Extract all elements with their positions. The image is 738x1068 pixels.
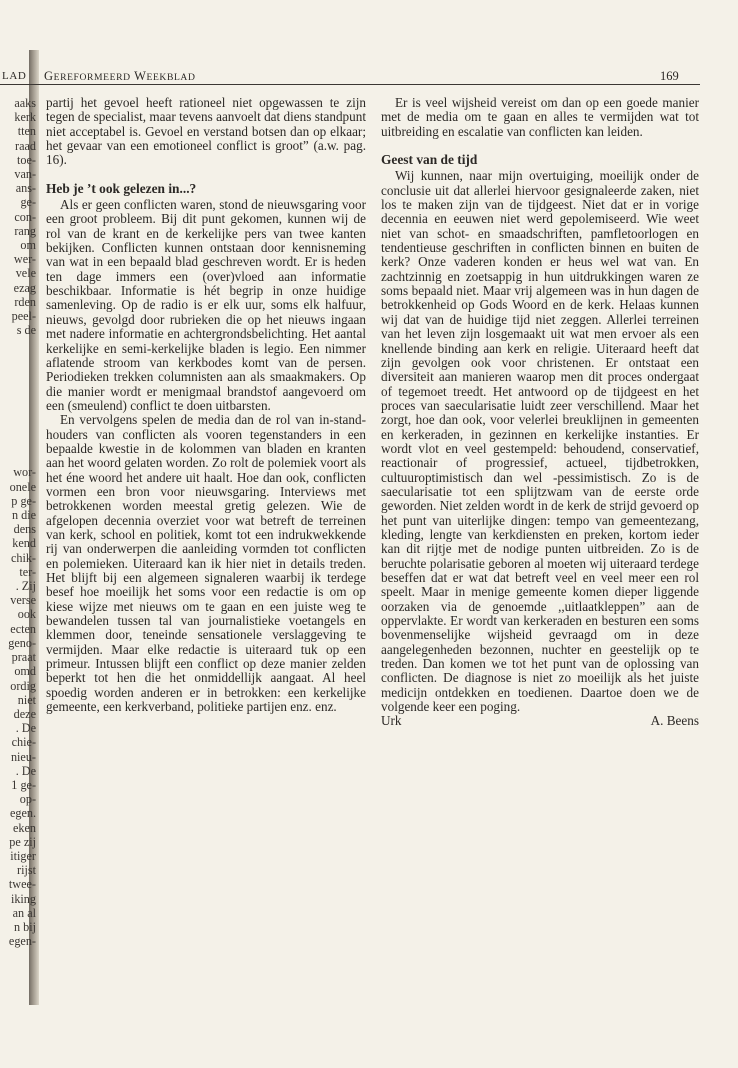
adjacent-page-line: geno- [8,635,36,650]
left-column [46,96,366,714]
adjacent-page-line: n die [11,508,36,523]
adjacent-page-line: 1 ge- [11,777,36,792]
adjacent-page-line: egen- [8,934,36,949]
adjacent-page-line: peel- [11,309,36,324]
adjacent-page-lines-top [0,96,36,337]
right-paragraph-1: Wij kunnen, naar mijn overtuiging, moeilijk onder de conclusie uit dat allerlei hiervoor gesignaleerde zaken, niet los te maken zijn van de tijdgeest. Niet dat er in vorige decennia en eeuwen niet werd gepolemiseerd. Wie weet niet van schot- en smaadschriften, pamfletoorlogen en tendentieuse geschriften in conflicten binnen en buiten de kerk? Onze vaderen konden er heus wel wat van. En zachtzinnig en zoetsappig in hun uitdrukkingen waren ze soms bepaald niet. Maar vrij algemeen was in hun dagen de betrokkenheid op Gods Woord en de kerk. Helaas kunnen wij dat van de huidige tijd niet zeggen. Allerlei terreinen van het leven zijn losgemaakt uit wat men ervoer als een knellende binding aan kerk en religie. Uiteraard heeft dat zijn gevolgen ook voor christenen. Er ontstaat een diversiteit aan manieren waarop men dit proces ondergaat of tegemoet treedt. Het antwoord op de tijdgeest en het proces van saecularisatie luidt zeer verschillend. Maar het zorgt, hoe dan ook, voor velerlei breuklijnen in gemeenten en kerkeraden, in gezinnen en kerkelijke instanties. Er wordt vlot en veel gestempeld: behoudend, conservatief, reactionair of progressief, actueel, tijdbetrokken, cultuuroptimistisch dan wel -pessimistisch. Zo is de saecularisatie tot een splijtzwam van de eerste orde geworden. Niet zelden wordt in de kerk de strijd gevoerd op het punt van uiterlijke dingen: tempo van gemeentezang, kleding, lengte van kerkdiensten en preken, kortom ieder kan dit rijtje met de nodige punten uitbreiden. Zo is de beruchte polarisatie geboren al moeten wij uiteraard terdege beseffen dat er wat dat betreft veel en veel meer een rol speelt. Maar in menige gemeente komen dieper liggende oorzaken via de genoemde ,,uitlaatkleppen” aan de oppervlakte. Er wordt van kerkeraden en besturen een soms bovenmenselijke wijsheid gevraagd om in deze aangelegenheden bezonnen, nuchter en geestelijk op te treden. Dan komen we tot het punt van de oplossing van conflicten. De diagnose is niet zo moeilijk als het juiste medicijn ontdekken en toedienen. Daartoe doen we de volgende keer een poging. [381,168,699,715]
adjacent-header-fragment: LAD [2,70,27,82]
adjacent-page-line: ge- [20,195,36,210]
adjacent-page-line: s de [16,323,36,338]
adjacent-page-line: n bij [13,919,36,934]
adjacent-page-line: . De [15,763,36,778]
adjacent-page-line: ezag [13,280,36,295]
adjacent-page-line: omd [14,664,36,679]
adjacent-page-line: aaks [14,96,36,110]
adjacent-page-fragment [0,96,36,948]
adjacent-page-line: ook [17,607,36,622]
adjacent-page-line: rijst [17,863,36,878]
adjacent-page-line: kerk [14,110,36,125]
adjacent-page-line: van- [14,167,36,182]
adjacent-page-line: op- [19,792,36,807]
adjacent-page-line: an al [12,905,36,920]
adjacent-page-line: praat [11,650,36,665]
adjacent-page-lines-bottom [0,465,36,948]
adjacent-page-line: om [20,238,36,253]
adjacent-page-line: rang [14,223,36,238]
adjacent-page-line: tten [17,124,36,139]
adjacent-page-line: chik- [10,550,36,565]
adjacent-page-line: . De [15,721,36,736]
adjacent-page-line: ordig [10,678,36,693]
left-paragraph-2: En vervolgens spelen de media dan de rol van in-stand-houders van conflicten als vooren tegenstanders in een bepaalde kwestie in de kolommen van bladen en kranten aan het woord gelaten worden. Zo rolt de polemiek voort als het éne woord het andere uit haalt. Hoe dan ook, conflicten vormen een bron voor nieuwsgaring. Interviews met betrokkenen worden meestal gretig gelezen. Wie de afgelopen decennia overziet voor wat betreft de terreinen van kerk, school en politiek, komt tot een indrukwekkende rij van onderwerpen die aanleiding vormden tot conflicten en polemieken. Uiteraard kan ik hier niet in details treden. Het blijft bij een algemeen signaleren waarbij ik terdege besef hoe moeilijk het soms voor een redactie is om op kiese wijze met nieuws om te gaan en een juiste weg te bewandelen tussen tal van journalistieke voetangels en klemmen door, teneinde sensationele verslaggeving te vermijden. Maar elke redactie is uiteraard tuk op een primeur. Intussen blijft een conflict op deze manier zelden beperkt tot hen die het onmiddellijk aangaat. Al heel spoedig worden anderen er in betrokken: een kerkelijke gemeente, een kerkverband, politieke partijen enz. enz. [46,412,366,715]
adjacent-page-line: nieu- [10,749,36,764]
adjacent-page-line: ans- [15,181,36,196]
adjacent-page-line: deze [13,706,36,721]
adjacent-page-line: rden [14,294,36,309]
adjacent-page-line: itiger [10,848,36,863]
adjacent-page-line: con- [14,209,36,224]
adjacent-page-line: toe- [17,152,36,167]
left-intro-paragraph: partij het gevoel heeft rationeel niet opgewassen te zijn tegen de specialist, maar tevens aanvoelt dat diens standpunt niet acceptabel is. Gevoel en verstand botsen dan op elkaar; het gevaar van een emotioneel conflict is groot” (a.w. pag. 16). [46,95,366,168]
signature-author: A. Beens [650,713,699,729]
adjacent-page-line: egen. [9,806,36,821]
adjacent-page-line: chie- [11,735,36,750]
adjacent-page-line: pe zij [9,834,36,849]
signature-line [381,714,699,728]
adjacent-page-line: raad [15,138,36,153]
adjacent-page-line: niet [17,692,36,707]
adjacent-page-line: ecten [10,621,36,636]
adjacent-page-line: eken [12,820,36,835]
adjacent-page-line: wer- [13,252,36,267]
adjacent-page-line: wor- [13,465,36,480]
page-number: 169 [660,69,679,83]
signature-place: Urk [381,713,402,729]
section-heading-geest-van-de-tijd: Geest van de tijd [381,152,478,168]
adjacent-page-line: kend [12,536,36,551]
adjacent-page-line: . Zij [15,579,36,594]
right-intro-paragraph: Er is veel wijsheid vereist om dan op een goede manier met de media om te gaan en alles te vermijden wat tot uitbreiding en escalatie van conflicten kan leiden. [381,95,699,139]
adjacent-page-line: verse [10,593,36,608]
right-column [381,96,699,729]
adjacent-page-line: ter- [19,564,36,579]
left-paragraph-1: Als er geen conflicten waren, stond de nieuwsgaring voor een groot probleem. Bij dit punt gekomen, kunnen wij de rol van de krant en de kerkelijke pers van twee kanten bekijken. Conflicten kunnen ontstaan door kennisneming van wat in een bepaald blad geschreven wordt. Er is heden ten dage immers een (over)vloed aan informatie beschikbaar. Informatie is hét begrip in onze huidige samenleving. Op de radio is er elk uur, soms elk halfuur, nieuws, gevolgd door rubrieken die op het nieuws ingaan met nadere informatie en achtergrondsbelichting. Het aantal kerkelijke en semi-kerkelijke bladen is legio. Een nimmer aflatende stroom van kerkbodes komt van de persen. Periodieken trekken columnisten aan als smaakmakers. Op die manier wordt er menigmaal brandstof aangevoerd om een (smeulend) conflict te doen uitbarsten. [46,197,366,413]
running-header-title: GEREFORMEERD WEEKBLAD [44,69,196,83]
adjacent-page-line: twee- [8,877,36,892]
header-rule [0,84,700,85]
section-heading-heb-je: Heb je ’t ook gelezen in...? [46,180,197,196]
adjacent-page-line: dens [13,522,36,537]
adjacent-page-line: iking [10,891,36,906]
adjacent-page-line: onele [9,479,36,494]
adjacent-page-line: p ge- [11,493,36,508]
adjacent-page-line: vele [15,266,36,281]
